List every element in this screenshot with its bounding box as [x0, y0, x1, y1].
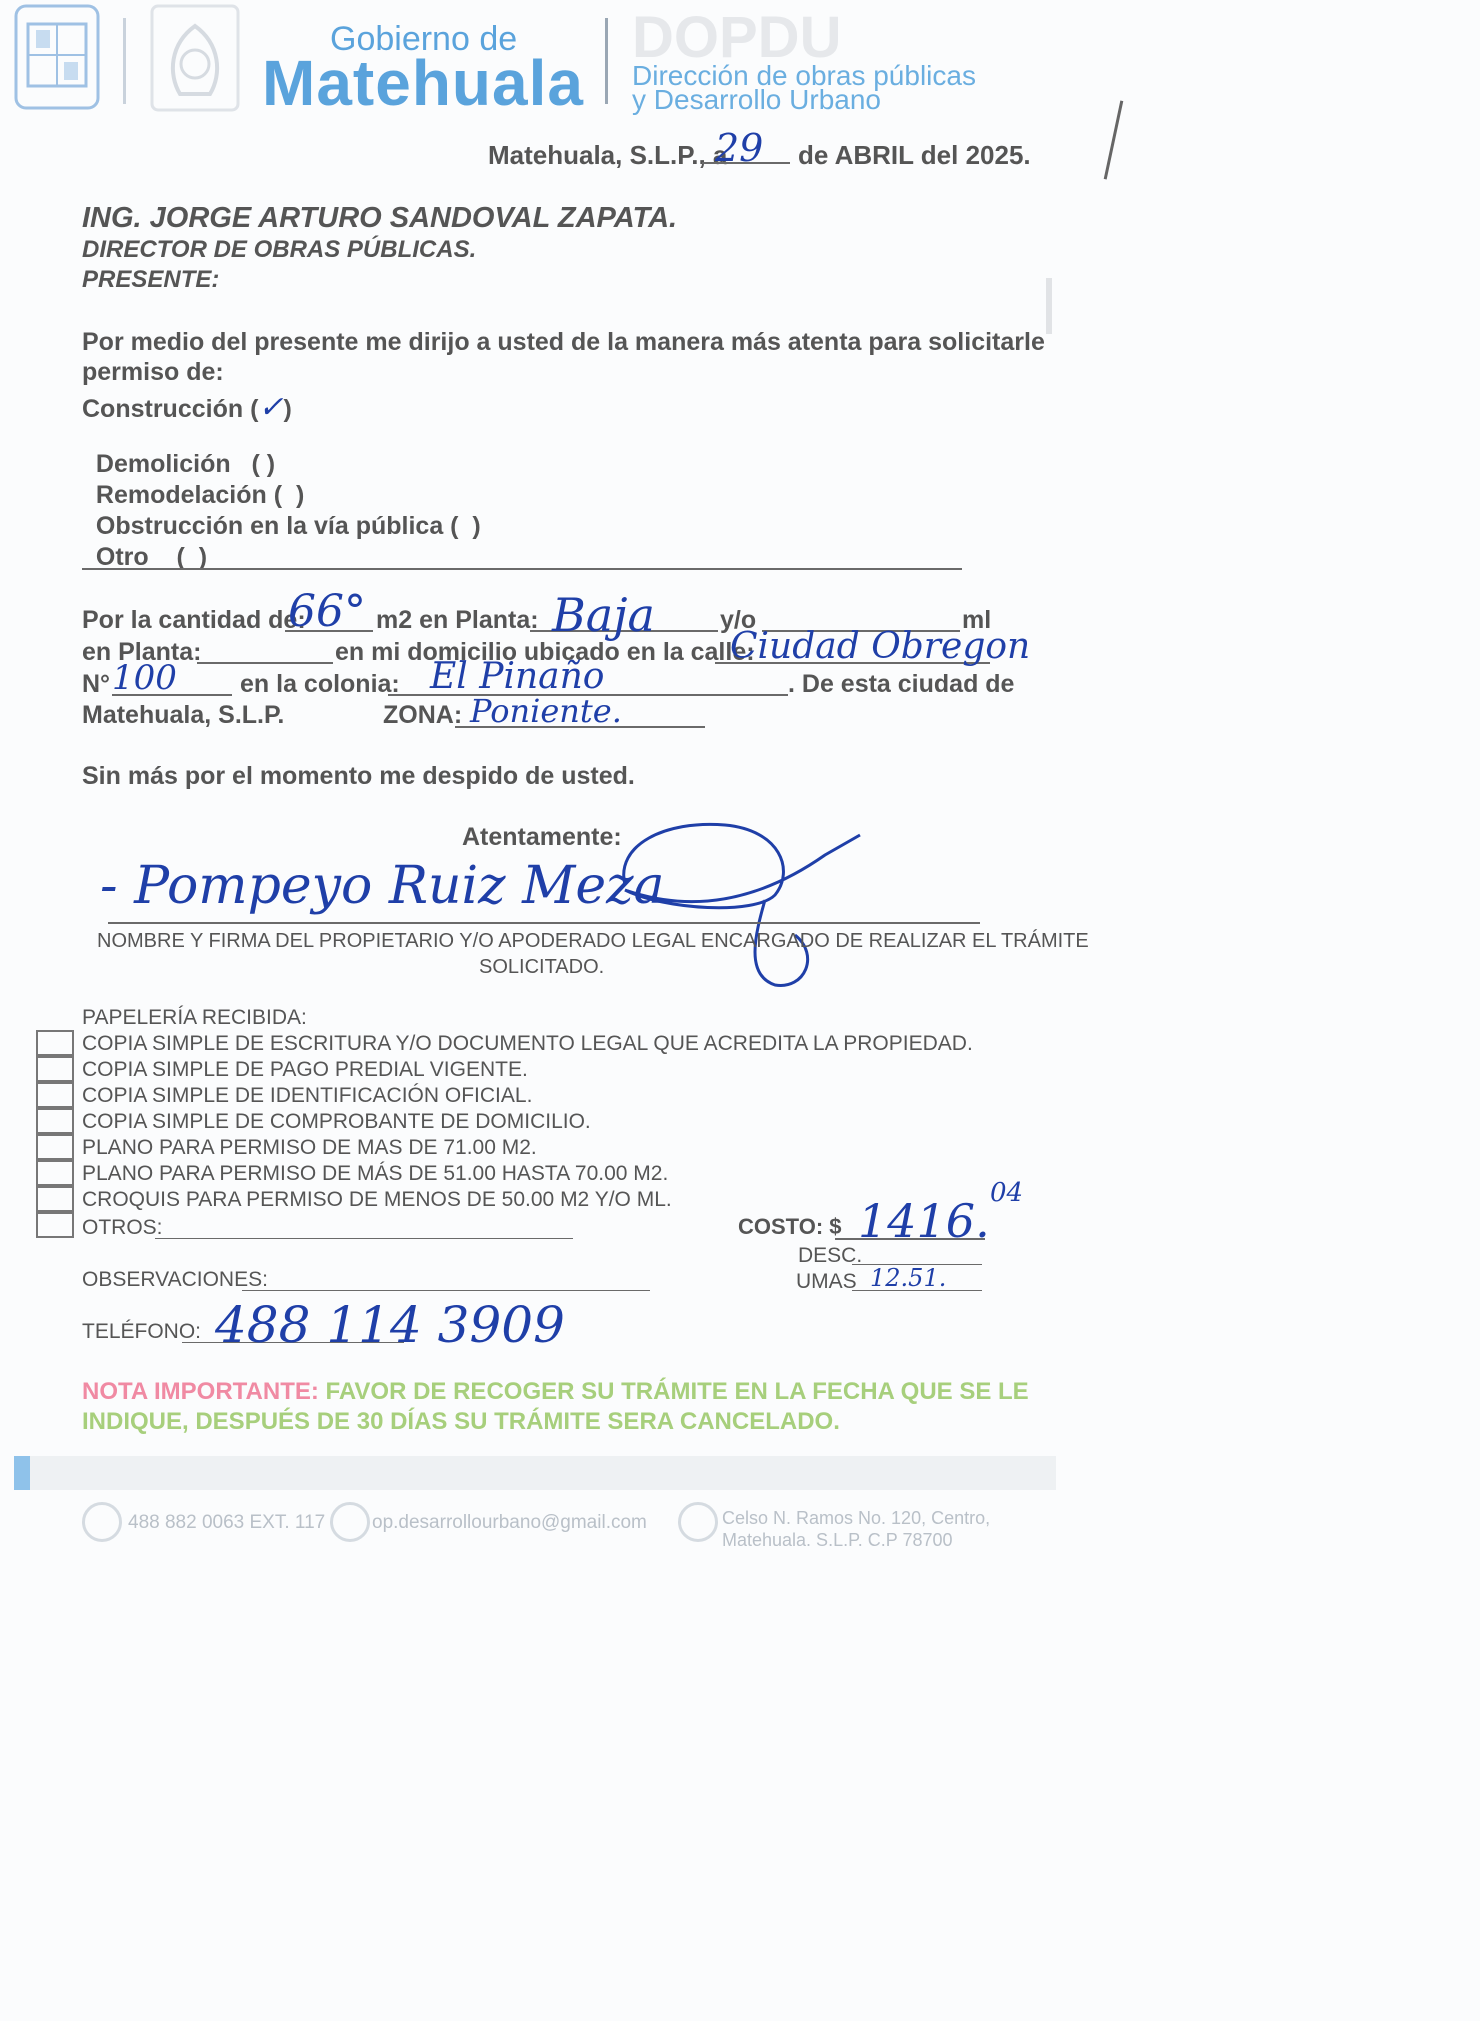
papeleria-title: PAPELERÍA RECIBIDA: — [82, 1006, 307, 1029]
papeleria-item: COPIA SIMPLE DE IDENTIFICACIÓN OFICIAL. — [82, 1084, 533, 1107]
logo-divider — [123, 18, 126, 104]
farewell-text: Sin más por el momento me despido de usted. — [82, 762, 635, 790]
permit-option-close: ) — [295, 481, 305, 509]
recipient-presente: PRESENTE: — [82, 266, 220, 293]
permit-option-construccion[interactable] — [82, 390, 292, 425]
nota-label: NOTA IMPORTANTE: — [82, 1378, 319, 1405]
permit-option-label: Otro ( — [95, 543, 185, 571]
costo-label: COSTO: $ — [738, 1214, 842, 1239]
emblem-logo — [150, 4, 240, 112]
date-suffix: de ABRIL del 2025. — [798, 140, 1031, 170]
desc-label: DESC. — [798, 1244, 863, 1267]
en-planta-label: en Planta: — [82, 638, 202, 666]
nota-line-1 — [82, 1378, 1029, 1406]
umas-label: UMAS — [796, 1270, 857, 1293]
umas-value: 12.51. — [870, 1264, 947, 1292]
papeleria-checkbox[interactable] — [36, 1134, 74, 1160]
signature-caption-1: NOMBRE Y FIRMA DEL PROPIETARIO Y/O APODERADO LEGAL ENCARGADO DE REALIZAR EL TRÁMITE — [97, 930, 1089, 952]
footer-band-accent — [14, 1456, 30, 1490]
papeleria-checkbox[interactable] — [36, 1082, 74, 1108]
gov-big-title: Matehuala — [262, 47, 584, 119]
signature-mark — [605, 815, 875, 995]
permit-option-close: ) — [283, 395, 292, 423]
papeleria-checkbox[interactable] — [36, 1030, 74, 1056]
footer-band — [14, 1456, 1056, 1490]
date-day: 29 — [715, 126, 764, 170]
costo-value: 1416. — [858, 1194, 990, 1248]
footer-phone: 488 882 0063 EXT. 117 — [128, 1512, 326, 1533]
yo-label: y/o — [720, 606, 757, 634]
intro-line-2: permiso de: — [82, 358, 224, 386]
papeleria-item: PLANO PARA PERMISO DE MÁS DE 51.00 HASTA 70.00 M2. — [82, 1162, 669, 1185]
recipient-name: ING. JORGE ARTURO SANDOVAL ZAPATA. — [82, 202, 678, 234]
telefono-value: 488 114 3909 — [215, 1296, 565, 1354]
gov-small-title: Gobierno de — [330, 20, 518, 58]
dept-acronym: DOPDU — [632, 5, 842, 70]
telefono-label: TELÉFONO: — [82, 1320, 202, 1343]
footer-address-1: Celso N. Ramos No. 120, Centro, — [722, 1508, 991, 1528]
papeleria-checkbox[interactable] — [36, 1212, 74, 1238]
permit-option-close: ) — [472, 512, 481, 540]
observaciones-label: OBSERVACIONES: — [82, 1268, 268, 1291]
scan-mark — [1104, 101, 1124, 180]
city-label: Matehuala, S.L.P. — [82, 701, 285, 729]
permit-option-otro[interactable] — [82, 514, 207, 572]
papeleria-item: CROQUIS PARA PERMISO DE MENOS DE 50.00 M2 Y/O ML. — [82, 1188, 672, 1211]
permit-option-label: Obstrucción en la vía pública ( — [95, 512, 459, 540]
papeleria-checkbox[interactable] — [36, 1056, 74, 1082]
num-label: N° — [82, 670, 111, 698]
email-icon — [330, 1502, 370, 1542]
section-divider — [82, 568, 962, 570]
colonia-label: en la colonia: — [240, 670, 400, 698]
papeleria-checkbox[interactable] — [36, 1160, 74, 1186]
dept-name-line1: Dirección de obras públicas — [632, 60, 976, 91]
qty-label: Por la cantidad de: — [82, 606, 306, 634]
recipient-title: DIRECTOR DE OBRAS PÚBLICAS. — [82, 236, 477, 263]
footer-email: op.desarrollourbano@gmail.com — [372, 1512, 647, 1533]
ml-label: ml — [962, 606, 992, 634]
domicilio-label: en mi domicilio ubicado en la calle: — [335, 638, 755, 666]
permit-option-close: ) — [266, 450, 276, 478]
papeleria-item: COPIA SIMPLE DE COMPROBANTE DE DOMICILIO. — [82, 1110, 591, 1133]
atentamente-text: Atentamente: — [462, 823, 622, 851]
footer-address-2: Matehuala. S.L.P. C.P 78700 — [722, 1530, 953, 1550]
ciudad-label: . De esta ciudad de — [788, 670, 1015, 698]
zona-value: Poniente. — [470, 692, 622, 730]
zona-label: ZONA: — [383, 701, 463, 729]
dept-name-line2: y Desarrollo Urbano — [632, 84, 881, 115]
nota-text-2: INDIQUE, DESPUÉS DE 30 DÍAS SU TRÁMITE SERA CANCELADO. — [82, 1408, 840, 1435]
permit-option-label: Construcción ( — [82, 395, 259, 423]
date-prefix: Matehuala, S.L.P., a — [488, 140, 728, 170]
nota-text-1: FAVOR DE RECOGER SU TRÁMITE EN LA FECHA QUE SE LE — [318, 1378, 1029, 1405]
costo-cents: 04 — [990, 1178, 1024, 1208]
header-divider — [605, 18, 608, 104]
papeleria-item-otros: OTROS: — [82, 1216, 163, 1239]
intro-line-1: Por medio del presente me dirijo a usted de la manera más atenta para solicitarle — [82, 328, 1045, 356]
permit-option-label: Demolición ( — [95, 450, 260, 478]
planta-value: Baja — [552, 588, 655, 642]
papeleria-item: PLANO PARA PERMISO DE MAS DE 71.00 M2. — [82, 1136, 537, 1159]
calle-value: Ciudad Obregon — [730, 626, 1031, 667]
coat-of-arms-logo — [14, 4, 100, 110]
papeleria-checkbox[interactable] — [36, 1108, 74, 1134]
m2-label: m2 en Planta: — [376, 606, 539, 634]
papeleria-item: COPIA SIMPLE DE ESCRITURA Y/O DOCUMENTO LEGAL QUE ACREDITA LA PROPIEDAD. — [82, 1032, 973, 1055]
signature-caption-2: SOLICITADO. — [479, 956, 605, 978]
scan-mark — [1046, 278, 1052, 334]
papeleria-checkbox[interactable] — [36, 1186, 74, 1212]
papeleria-item: COPIA SIMPLE DE PAGO PREDIAL VIGENTE. — [82, 1058, 528, 1081]
permit-option-label: Remodelación ( — [95, 481, 283, 509]
signer-name: - Pompeyo Ruiz Meza — [100, 856, 665, 916]
permit-option-close: ) — [198, 543, 208, 571]
location-icon — [678, 1502, 718, 1542]
signature-line — [108, 922, 980, 924]
num-value: 100 — [112, 658, 177, 698]
colonia-value: El Pinaño — [430, 656, 605, 697]
permit-option-mark: ✓ — [258, 390, 284, 425]
phone-icon — [82, 1502, 122, 1542]
qty-value: 66° — [288, 586, 366, 637]
